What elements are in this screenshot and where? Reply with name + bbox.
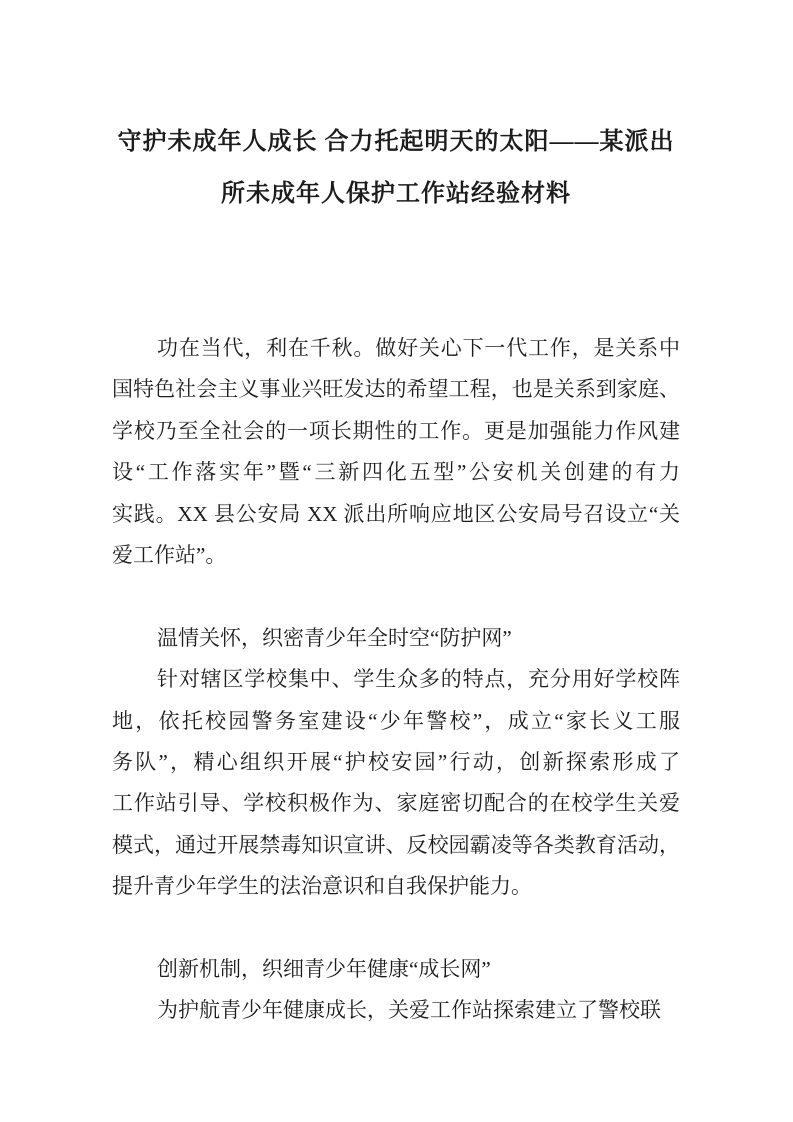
text-line: 工作站引导、学校积极作为、家庭密切配合的在校学生关爱 xyxy=(112,791,680,816)
document-title xyxy=(112,116,680,220)
text-line: 针对辖区学校集中、学生众多的特点，充分用好学校阵 xyxy=(157,667,680,692)
text-line: 爱工作站”。 xyxy=(112,543,227,568)
title-line: 守护未成年人成长 合力托起明天的太阳——某派出 xyxy=(117,129,675,155)
text-line: 提升青少年学生的法治意识和自我保护能力。 xyxy=(112,874,532,899)
text-line: 实践。XX 县公安局 XX 派出所响应地区公安局号召设立“关 xyxy=(112,501,680,526)
document-body xyxy=(112,328,680,1032)
text-line: 创新机制，织细青少年健康“成长网” xyxy=(157,957,491,982)
text-line: 为护航青少年健康成长，关爱工作站探索建立了警校联 xyxy=(157,998,661,1023)
text-line: 模式，通过开展禁毒知识宣讲、反校园霸凌等各类教育活动， xyxy=(112,832,680,857)
text-line: 学校乃至全社会的一项长期性的工作。更是加强能力作风建 xyxy=(112,418,680,443)
text-line: 务队”，精心组织开展“护校安园”行动，创新探索形成了 xyxy=(112,750,680,775)
text-line: 功在当代，利在千秋。做好关心下一代工作，是关系中 xyxy=(157,336,680,360)
text-line: 国特色社会主义事业兴旺发达的希望工程，也是关系到家庭、 xyxy=(112,377,680,402)
title-line: 所未成年人保护工作站经验材料 xyxy=(221,181,571,207)
text-line: 温情关怀，织密青少年全时空“防护网” xyxy=(157,625,512,650)
text-line: 设“工作落实年”暨“三新四化五型”公安机关创建的有力 xyxy=(112,460,680,485)
text-line: 地，依托校园警务室建设“少年警校”，成立“家长义工服 xyxy=(112,708,680,733)
